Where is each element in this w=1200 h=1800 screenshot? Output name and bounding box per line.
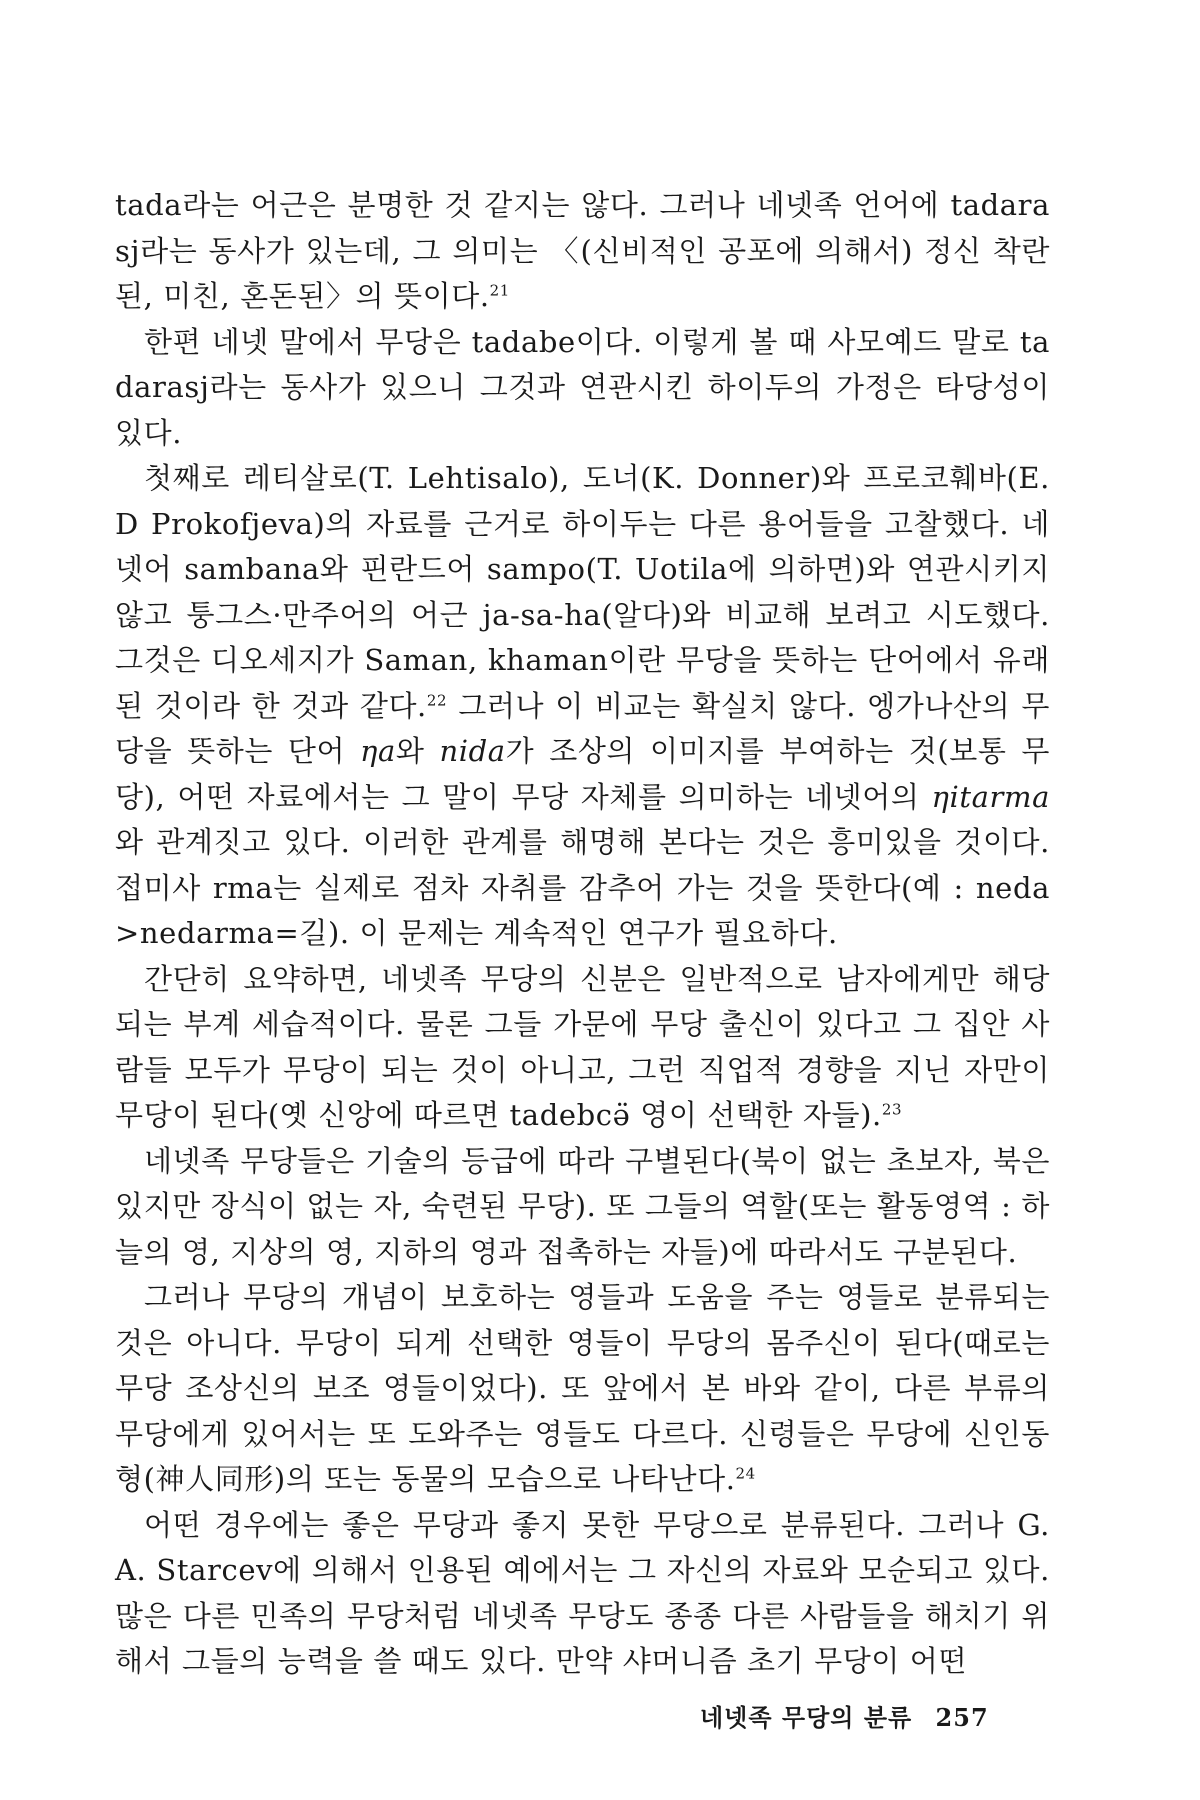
italic-term: ηa [360,734,396,768]
paragraph-2 [115,320,1050,457]
text-run: tada라는 어근은 분명한 것 같지는 않다. 그러나 네넷족 언어에 tadarasj라는 동사가 있는데, 그 의미는 〈(신비적인 공포에 의해서) 정신 착란된, 미친, 혼돈된〉의 뜻이다. [115,188,1050,313]
text-run: 와 관계짓고 있다. 이러한 관계를 해명해 본다는 것은 흥미있을 것이다. 접미사 rma는 실제로 점차 자취를 감추어 가는 것을 뜻한다(예 : neda>nedarma=길). 이 문제는 계속적인 연구가 필요하다. [115,825,1050,950]
paragraph-4 [115,957,1050,1139]
footnote-ref: 21 [489,281,510,300]
footnote-ref: 23 [881,1100,903,1119]
paragraph-7 [115,1503,1050,1685]
text-run: 어떤 경우에는 좋은 무당과 좋지 못한 무당으로 분류된다. 그러나 G. A. Starcev에 의해서 인용된 예에서는 그 자신의 자료와 모순되고 있다. 많은 다른 민족의 무당처럼 네넷족 무당도 종종 다른 사람들을 해치기 위해서 그들의 능력을 쓸 때도 있다. 만약 샤머니즘 초기 무당이 어떤 [115,1507,1050,1678]
page-body [115,183,1050,1685]
footnote-ref: 22 [426,690,448,709]
text-run: 네넷족 무당들은 기술의 등급에 따라 구별된다(북이 없는 초보자, 북은 있지만 장식이 없는 자, 숙련된 무당). 또 그들의 역할(또는 활동영역 : 하늘의 영, 지상의 영, 지하의 영과 접촉하는 자들)에 따라서도 구분된다. [115,1143,1050,1269]
text-run: 간단히 요약하면, 네넷족 무당의 신분은 일반적으로 남자에게만 해당되는 부계 세습적이다. 물론 그들 가문에 무당 출신이 있다고 그 집안 사람들 모두가 무당이 되는 것이 아니고, 그런 직업적 경향을 지닌 자만이 무당이 된다(옛 신앙에 따르면 tadebcǝ̈ 영이 선택한 자들). [115,961,1050,1132]
text-run: 그러나 이 비교는 확실치 않다. 엥가나산의 무당을 뜻하는 단어 [115,688,1050,768]
paragraph-1 [115,183,1050,320]
italic-term: nida [439,734,506,768]
text-run: 한편 네넷 말에서 무당은 tadabe이다. 이렇게 볼 때 사모예드 말로 tadarasj라는 동사가 있으니 그것과 연관시킨 하이두의 가정은 타당성이 있다. [115,324,1050,450]
paragraph-6 [115,1275,1050,1503]
footnote-ref: 24 [735,1464,756,1483]
text-run: 그러나 무당의 개념이 보호하는 영들과 도움을 주는 영들로 분류되는 것은 아니다. 무당이 되게 선택한 영들이 무당의 몸주신이 된다(때로는 무당 조상신의 보조 영들이었다). 또 앞에서 본 바와 같이, 다른 부류의 무당에게 있어서는 또 도와주는 영들도 다르다. 신령들은 무당에 신인동형(神人同形)의 또는 동물의 모습으로 나타난다. [115,1280,1050,1496]
paragraph-3 [115,456,1050,957]
page-number: 257 [935,1703,989,1732]
text-run: 첫째로 레티살로(T. Lehtisalo), 도너(K. Donner)와 프로코훼바(E. D Prokofjeva)의 자료를 근거로 하이두는 다른 용어들을 고찰했다. 네넷어 sambana와 핀란드어 sampo(T. Uotila에 의하면)와 연관시키지 않고 퉁그스·만주어의 어근 ja-sa-ha(알다)와 비교해 보려고 시도했다. 그것은 디오세지가 Saman, khaman이란 무당을 뜻하는 단어에서 유래된 것이라 한 것과 같다. [115,461,1050,723]
running-title: 네넷족 무당의 분류 [700,1703,913,1732]
paragraph-5 [115,1139,1050,1276]
text-run: 가 조상의 이미지를 부여하는 것(보통 무당), 어떤 자료에서는 그 말이 무당 자체를 의미하는 네넷어의 [115,734,1050,814]
page-footer [700,1698,1000,1733]
text-run: 와 [395,734,440,768]
italic-term: ηitarma [931,779,1050,814]
